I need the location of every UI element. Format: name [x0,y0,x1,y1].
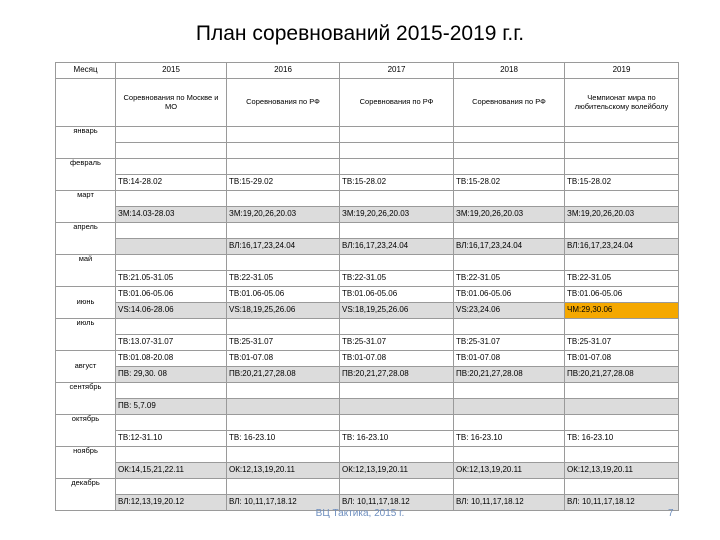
subheader-spacer [56,79,116,127]
schedule-cell: ТВ:25-31.07 [227,335,340,351]
schedule-cell: ТВ:01-07.08 [227,351,340,367]
spacer-cell [565,479,679,495]
schedule-cell [454,143,565,159]
schedule-cell: ТВ:01-07.08 [340,351,454,367]
spacer-cell [227,447,340,463]
spacer-cell [454,191,565,207]
schedule-cell: ЗМ:19,20,26,20.03 [340,207,454,223]
spacer-cell [116,383,227,399]
schedule-cell: ТВ:22-31.05 [227,271,340,287]
month-label: март [56,191,116,223]
schedule-cell [454,399,565,415]
schedule-cell: ВЛ:16,17,23,24.04 [227,239,340,255]
spacer-cell [340,383,454,399]
month-label: июнь [56,287,116,319]
schedule-cell: ЗМ:19,20,26,20.03 [565,207,679,223]
spacer-cell [454,447,565,463]
schedule-cell [116,143,227,159]
page-number: 7 [668,508,674,519]
spacer-cell [565,127,679,143]
year-header-2015: 2015 [116,63,227,79]
schedule-cell: ВЛ: 10,11,17,18.12 [454,495,565,511]
schedule-cell: ЗМ:14.03-28.03 [116,207,227,223]
schedule-cell: ТВ:25-31.07 [454,335,565,351]
month-label: май [56,255,116,287]
schedule-cell: ВЛ: 10,11,17,18.12 [227,495,340,511]
schedule-cell: ТВ:12-31.10 [116,431,227,447]
spacer-cell [454,479,565,495]
spacer-cell [227,191,340,207]
category-header: Соревнования по РФ [340,79,454,127]
schedule-cell: ОК:12,13,19,20.11 [565,463,679,479]
schedule-cell: ТВ:01.06-05.06 [565,287,679,303]
spacer-cell [565,159,679,175]
schedule-cell: ПВ: 29,30. 08 [116,367,227,383]
year-header-2019: 2019 [565,63,679,79]
spacer-cell [454,319,565,335]
schedule-cell: ТВ:01-07.08 [454,351,565,367]
schedule-cell: ТВ:14-28.02 [116,175,227,191]
schedule-cell: ТВ:22-31.05 [565,271,679,287]
schedule-cell: ВЛ:12,13,19,20.12 [116,495,227,511]
schedule-cell: ТВ:15-29.02 [227,175,340,191]
schedule-cell: ТВ:15-28.02 [565,175,679,191]
month-label: сентябрь [56,383,116,415]
spacer-cell [227,415,340,431]
year-header-2018: 2018 [454,63,565,79]
spacer-cell [227,159,340,175]
month-label: октябрь [56,415,116,447]
spacer-cell [227,383,340,399]
schedule-cell: ТВ:01.06-05.06 [454,287,565,303]
spacer-cell [227,223,340,239]
spacer-cell [565,223,679,239]
schedule-cell [565,399,679,415]
schedule-cell: ТВ: 16-23.10 [227,431,340,447]
schedule-cell: ТВ:22-31.05 [340,271,454,287]
schedule-cell: ТВ:01.08-20.08 [116,351,227,367]
spacer-cell [116,415,227,431]
schedule-cell: ТВ: 16-23.10 [340,431,454,447]
spacer-cell [340,159,454,175]
spacer-cell [565,415,679,431]
schedule-cell: VS:18,19,25,26.06 [227,303,340,319]
spacer-cell [340,127,454,143]
schedule-cell: VS:23,24.06 [454,303,565,319]
schedule-cell: ПВ: 5,7.09 [116,399,227,415]
schedule-cell: ВЛ:16,17,23,24.04 [565,239,679,255]
spacer-cell [565,255,679,271]
schedule-cell: ВЛ:16,17,23,24.04 [454,239,565,255]
month-column-header: Месяц [56,63,116,79]
spacer-cell [340,191,454,207]
spacer-cell [454,415,565,431]
month-label: январь [56,127,116,159]
spacer-cell [227,479,340,495]
year-header-2016: 2016 [227,63,340,79]
schedule-cell: ТВ:25-31.07 [565,335,679,351]
schedule-cell: ТВ:01.06-05.06 [227,287,340,303]
spacer-cell [116,479,227,495]
month-label: февраль [56,159,116,191]
schedule-cell: ТВ: 16-23.10 [454,431,565,447]
schedule-cell: ЗМ:19,20,26,20.03 [227,207,340,223]
spacer-cell [340,255,454,271]
spacer-cell [565,383,679,399]
schedule-cell: ЧМ:29,30.06 [565,303,679,319]
spacer-cell [340,319,454,335]
spacer-cell [116,319,227,335]
schedule-cell: ОК:12,13,19,20.11 [227,463,340,479]
schedule-cell: ТВ:01.06-05.06 [340,287,454,303]
schedule-table [55,62,679,511]
schedule-cell: ПВ:20,21,27,28.08 [227,367,340,383]
schedule-cell [227,143,340,159]
year-header-2017: 2017 [340,63,454,79]
schedule-cell: VS:14.06-28.06 [116,303,227,319]
page-title: План соревнований 2015-2019 г.г. [195,22,525,45]
month-label: июль [56,319,116,351]
spacer-cell [227,255,340,271]
spacer-cell [340,447,454,463]
schedule-cell: ТВ:25-31.07 [340,335,454,351]
footer-text: ВЦ Тактика, 2015 г. [315,508,405,519]
schedule-cell: ПВ:20,21,27,28.08 [454,367,565,383]
spacer-cell [116,223,227,239]
spacer-cell [227,127,340,143]
spacer-cell [454,127,565,143]
schedule-cell: ОК:14,15,21,22.11 [116,463,227,479]
schedule-cell [565,143,679,159]
category-header: Соревнования по РФ [454,79,565,127]
spacer-cell [340,223,454,239]
spacer-cell [116,255,227,271]
month-label: декабрь [56,479,116,511]
spacer-cell [565,447,679,463]
schedule-cell: ТВ:21.05-31.05 [116,271,227,287]
schedule-cell: ТВ: 16-23.10 [565,431,679,447]
spacer-cell [565,191,679,207]
month-label: ноябрь [56,447,116,479]
spacer-cell [454,159,565,175]
schedule-cell [340,399,454,415]
schedule-cell: ОК:12,13,19,20.11 [340,463,454,479]
schedule-cell: ПВ:20,21,27,28.08 [565,367,679,383]
schedule-cell [227,399,340,415]
schedule-cell: ВЛ: 10,11,17,18.12 [340,495,454,511]
spacer-cell [565,319,679,335]
spacer-cell [116,447,227,463]
spacer-cell [454,255,565,271]
spacer-cell [116,159,227,175]
schedule-cell: ТВ:13.07-31.07 [116,335,227,351]
category-header: Соревнования по Москве и МО [116,79,227,127]
schedule-cell: VS:18,19,25,26.06 [340,303,454,319]
month-label: апрель [56,223,116,255]
schedule-cell: ВЛ: 10,11,17,18.12 [565,495,679,511]
spacer-cell [340,415,454,431]
category-header: Соревнования по РФ [227,79,340,127]
category-header: Чемпионат мира по любительскому волейболу [565,79,679,127]
schedule-cell [340,143,454,159]
schedule-cell: ТВ:15-28.02 [340,175,454,191]
schedule-cell: ТВ:22-31.05 [454,271,565,287]
spacer-cell [116,191,227,207]
schedule-cell: ТВ:01-07.08 [565,351,679,367]
schedule-cell: ЗМ:19,20,26,20.03 [454,207,565,223]
schedule-cell [116,239,227,255]
schedule-cell: ТВ:15-28.02 [454,175,565,191]
spacer-cell [116,127,227,143]
spacer-cell [340,479,454,495]
spacer-cell [454,383,565,399]
schedule-cell: ОК:12,13,19,20.11 [454,463,565,479]
month-label: август [56,351,116,383]
schedule-cell: ТВ:01.06-05.06 [116,287,227,303]
spacer-cell [227,319,340,335]
spacer-cell [454,223,565,239]
schedule-cell: ПВ:20,21,27,28.08 [340,367,454,383]
schedule-cell: ВЛ:16,17,23,24.04 [340,239,454,255]
